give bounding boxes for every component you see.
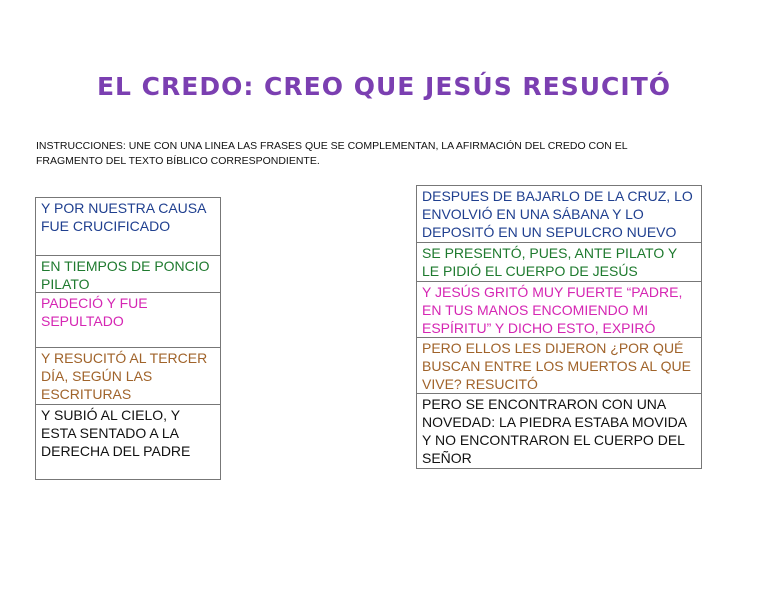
left-box-text: Y SUBIÓ AL CIELO, Y ESTA SENTADO A LA DERECHA DEL PADRE — [41, 407, 191, 459]
right-box-piedra-movida[interactable] — [416, 393, 702, 469]
left-box-poncio-pilato[interactable] — [35, 255, 221, 293]
right-box-cuerpo-de-jesus[interactable] — [416, 242, 702, 282]
right-box-resucito[interactable] — [416, 337, 702, 394]
right-box-text: SE PRESENTÓ, PUES, ANTE PILATO Y LE PIDIÓ EL CUERPO DE JESÚS — [422, 245, 677, 279]
left-box-text: EN TIEMPOS DE PONCIO PILATO — [41, 258, 210, 292]
left-box-resucito[interactable] — [35, 347, 221, 405]
left-box-subio-al-cielo[interactable] — [35, 404, 221, 480]
left-box-sepultado[interactable] — [35, 292, 221, 348]
instructions-text: INSTRUCCIONES: UNE CON UNA LINEA LAS FRASES QUE SE COMPLEMENTAN, LA AFIRMACIÓN DEL CREDO CON EL FRAGMENTO DEL TEXTO BÍBLICO CORRESPONDIENTE. — [36, 140, 628, 167]
left-box-text: Y POR NUESTRA CAUSA FUE CRUCIFICADO — [41, 200, 206, 234]
page-title: EL CREDO: CREO QUE JESÚS RESUCITÓ — [96, 72, 672, 101]
right-box-text: PERO SE ENCONTRARON CON UNA NOVEDAD: LA PIEDRA ESTABA MOVIDA Y NO ENCONTRARON EL CUERPO DEL SEÑOR — [422, 396, 687, 466]
right-box-text: Y JESÚS GRITÓ MUY FUERTE “PADRE, EN TUS MANOS ENCOMIENDO MI ESPÍRITU” Y DICHO ESTO, EXPIRÓ — [422, 284, 683, 336]
left-box-crucificado[interactable] — [35, 197, 221, 256]
right-box-text: PERO ELLOS LES DIJERON ¿POR QUÉ BUSCAN ENTRE LOS MUERTOS AL QUE VIVE? RESUCITÓ — [422, 340, 691, 392]
left-box-text: PADECIÓ Y FUE SEPULTADO — [41, 295, 148, 329]
right-box-expiro[interactable] — [416, 281, 702, 338]
right-box-text: DESPUES DE BAJARLO DE LA CRUZ, LO ENVOLVIÓ EN UNA SÁBANA Y LO DEPOSITÓ EN UN SEPULCRO NUEVO — [422, 188, 693, 240]
right-box-sepulcro-nuevo[interactable] — [416, 185, 702, 243]
left-box-text: Y RESUCITÓ AL TERCER DÍA, SEGÚN LAS ESCRITURAS — [41, 350, 208, 402]
